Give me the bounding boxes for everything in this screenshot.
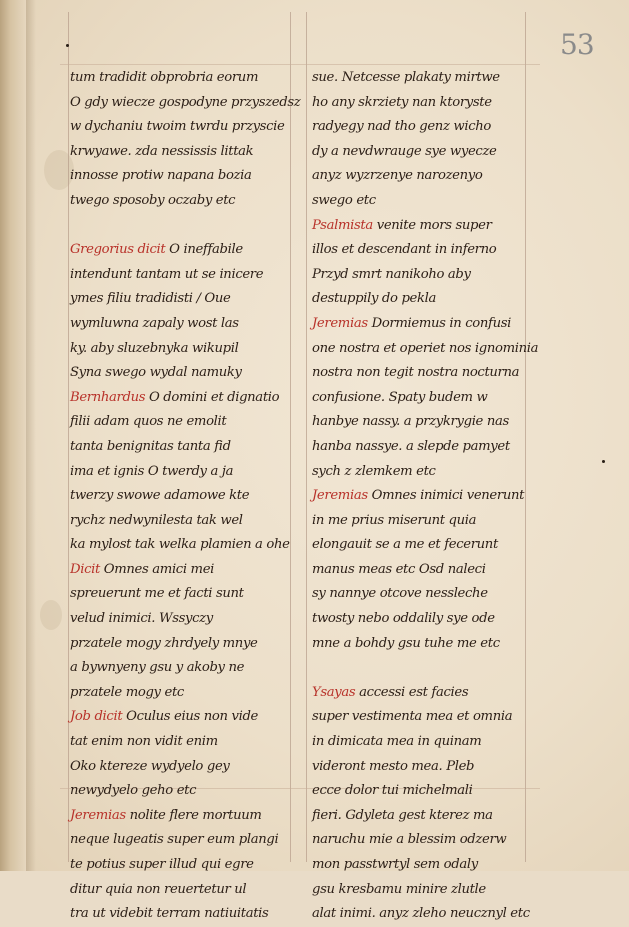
ruling-line (290, 12, 291, 862)
text-line (70, 484, 288, 509)
line-text: sue. Netcesse plakaty mirtwe (312, 70, 500, 85)
text-line (312, 140, 534, 165)
line-text: destuppily do pekla (312, 291, 437, 307)
line-text: a bywnyeny gsu y akoby ne (70, 660, 245, 676)
right-text-column (312, 66, 539, 927)
text-line (70, 681, 288, 706)
text-line (70, 263, 288, 288)
line-text: innosse protiw napana bozia (70, 168, 252, 184)
text-line (312, 509, 534, 534)
text-line (312, 705, 534, 730)
text-line (312, 164, 534, 189)
parchment-stain (40, 600, 62, 630)
line-text: newydyelo geho etc (70, 783, 197, 799)
line-text: hanba nassye. a slepde pamyet (312, 438, 510, 454)
text-line (70, 582, 288, 607)
line-text: spreuerunt me et facti sunt (70, 586, 244, 602)
text-line (70, 558, 288, 583)
page-edge-shadow (26, 0, 36, 871)
binding-gutter (0, 0, 26, 871)
line-text: mon passtwrtyl sem odaly (312, 857, 478, 872)
left-text-column (70, 66, 301, 927)
line-text: sych z zlemkem etc (312, 463, 436, 479)
text-line (70, 730, 288, 755)
text-line (312, 656, 534, 681)
text-line (312, 361, 534, 386)
line-text: anyz wyzrzenye narozenyo (312, 168, 483, 184)
line-text: O domini et dignatio (149, 389, 280, 405)
rubric: Bernhardus (70, 389, 146, 405)
text-line (70, 66, 288, 91)
text-line (312, 558, 534, 583)
text-line (70, 189, 288, 214)
text-line (312, 435, 534, 460)
line-text: ky. aby sluzebnyka wikupil (70, 340, 239, 356)
line-text: Syna swego wydal namuky (70, 365, 242, 381)
line-text: ecce dolor tui michelmali (312, 783, 473, 799)
line-text: przatele mogy etc (70, 684, 184, 700)
line-text: ho any skrziety nan ktoryste (312, 94, 492, 110)
text-line (70, 91, 301, 116)
text-line (70, 755, 288, 780)
line-text: super vestimenta mea et omnia (312, 709, 513, 725)
rubric: Dicit (70, 561, 100, 577)
text-line (312, 386, 534, 411)
line-text: gsu kresbamu minire zlutle (312, 881, 486, 897)
line-text: tum tradidit obprobria eorum (70, 70, 259, 85)
line-text: elongauit se a me et fecerunt (312, 537, 498, 553)
text-line (312, 632, 534, 657)
line-text: velud inimici. Wssyczy (70, 611, 213, 627)
text-line (312, 263, 534, 288)
line-text: Omnes amici mei (103, 561, 215, 577)
text-line (70, 705, 288, 730)
line-text: filii adam quos ne emolit (70, 414, 227, 430)
text-line (312, 533, 534, 558)
ruling-line (60, 64, 540, 65)
text-line (70, 902, 288, 927)
text-line (70, 607, 288, 632)
text-line (312, 902, 534, 927)
line-text: naruchu mie a blessim odzerw (312, 832, 507, 848)
text-line (70, 632, 288, 657)
line-text: krwyawe. zda nessissis littak (70, 143, 254, 159)
text-line (312, 607, 534, 632)
text-line (70, 140, 288, 165)
line-text: wymluwna zapaly wost las (70, 315, 239, 331)
line-text: accessi est facies (359, 684, 469, 700)
line-text: przatele mogy zhrdyely mnye (70, 635, 258, 651)
line-text: confusione. Spaty budem w (312, 389, 488, 405)
line-text: nolite flere mortuum (129, 807, 262, 823)
text-line (70, 878, 288, 903)
line-text: twosty nebo oddalily sye ode (312, 611, 495, 627)
text-line (70, 386, 288, 411)
text-line (70, 853, 288, 878)
line-text: Omnes inimici venerunt (371, 488, 525, 504)
line-text: radyegy nad tho genz wicho (312, 119, 491, 135)
text-line (312, 214, 534, 239)
line-text: nostra non tegit nostra nocturna (312, 365, 520, 381)
text-line (312, 582, 534, 607)
line-text: te potius super illud qui egre (70, 857, 254, 872)
rubric: Job dicit (70, 709, 123, 725)
line-text: tat enim non vidit enim (70, 734, 218, 750)
line-text: in dimicata mea in quinam (312, 734, 482, 750)
line-text: dy a nevdwrauge sye wyecze (312, 143, 497, 159)
text-line (70, 115, 288, 140)
text-line (70, 164, 288, 189)
rubric: Psalmista (312, 217, 373, 233)
rubric: Jeremias (312, 488, 368, 504)
line-text: ka mylost tak welka plamien a ohe (70, 537, 290, 553)
rubric: Jeremias (70, 807, 126, 823)
ruling-line (306, 12, 307, 862)
line-text: ymes filiu tradidisti / Oue (70, 291, 231, 307)
text-line (312, 238, 534, 263)
text-line (70, 410, 288, 435)
text-line (70, 828, 288, 853)
text-line (70, 312, 288, 337)
line-text: illos et descendant in inferno (312, 242, 497, 258)
text-line (312, 730, 534, 755)
text-line (312, 460, 534, 485)
text-line (70, 361, 288, 386)
text-line (70, 804, 288, 829)
line-text: tra ut videbit terram natiuitatis (70, 906, 269, 922)
text-line (312, 91, 534, 116)
folio-number: 53 (560, 28, 594, 61)
line-text: Oculus eius non vide (126, 709, 258, 725)
line-text: alat inimi. anyz zleho neucznyl etc (312, 906, 530, 922)
line-text: Przyd smrt nanikoho aby (312, 266, 471, 282)
text-line (70, 460, 288, 485)
line-text: rychz nedwynilesta tak wel (70, 512, 243, 528)
line-text: videront mesto mea. Pleb (312, 758, 475, 774)
rubric: Ysayas (312, 684, 356, 700)
ink-dot (602, 460, 605, 463)
line-text: ima et ignis O twerdy a ja (70, 463, 234, 479)
text-line (70, 435, 288, 460)
line-text: O gdy wiecze gospodyne przyszedsz (70, 94, 301, 110)
text-line (312, 681, 534, 706)
line-text: sy nannye otcove nessleche (312, 586, 488, 602)
line-text: neque lugeatis super eum plangi (70, 832, 279, 848)
text-line (70, 337, 288, 362)
line-text: hanbye nassy. a przykrygie nas (312, 414, 509, 430)
text-line (312, 779, 534, 804)
text-line (312, 804, 534, 829)
text-line (312, 828, 534, 853)
line-text: twerzy swowe adamowe kte (70, 488, 250, 504)
text-line (312, 312, 534, 337)
line-text: mne a bohdy gsu tuhe me etc (312, 635, 500, 651)
line-text: fieri. Gdyleta gest kterez ma (312, 807, 493, 823)
line-text: tanta benignitas tanta fid (70, 438, 231, 454)
text-line (312, 66, 534, 91)
line-text: manus meas etc Osd naleci (312, 561, 486, 577)
text-line (312, 755, 534, 780)
text-line (70, 533, 288, 558)
line-text: w dychaniu twoim twrdu przyscie (70, 119, 285, 135)
text-line (70, 238, 288, 263)
text-line (312, 189, 534, 214)
ruling-line (68, 12, 69, 862)
line-text: venite mors super (376, 217, 492, 233)
rubric: Jeremias (312, 315, 368, 331)
text-line (312, 853, 534, 878)
text-line (70, 214, 288, 239)
line-text: ditur quia non reuertetur ul (70, 881, 247, 897)
text-line (312, 878, 534, 903)
text-line (312, 484, 534, 509)
text-line (312, 287, 534, 312)
line-text: O ineffabile (169, 242, 243, 258)
line-text: Oko ktereze wydyelo gey (70, 758, 230, 774)
line-text: swego etc (312, 192, 376, 208)
line-text: one nostra et operiet nos ignominia (312, 340, 539, 356)
text-line (70, 656, 288, 681)
text-line (312, 410, 534, 435)
text-line (70, 287, 288, 312)
text-line (70, 779, 288, 804)
ink-dot (66, 44, 69, 47)
line-text: Dormiemus in confusi (371, 315, 511, 331)
line-text: twego sposoby oczaby etc (70, 192, 236, 208)
text-line (312, 115, 534, 140)
rubric: Gregorius dicit (70, 242, 166, 258)
line-text: intendunt tantam ut se inicere (70, 266, 264, 282)
line-text: in me prius miserunt quia (312, 512, 477, 528)
text-line (70, 509, 288, 534)
text-line (312, 337, 539, 362)
